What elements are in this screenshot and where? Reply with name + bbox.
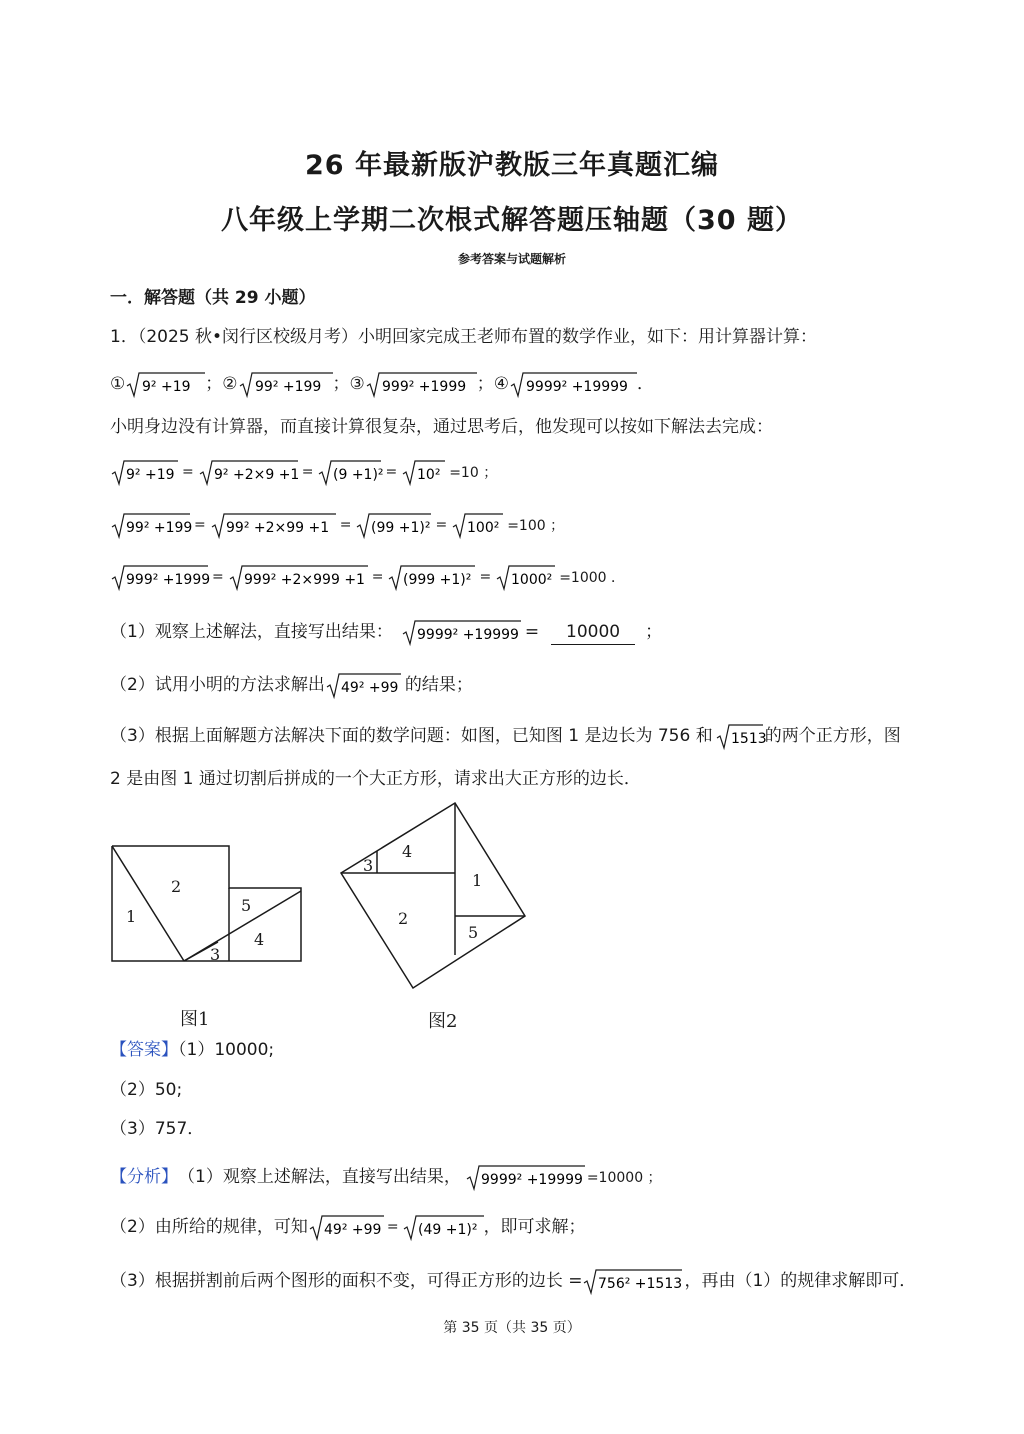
item-marker: ；③ [332, 374, 365, 394]
answer-3: （3）757． [110, 1119, 205, 1139]
equals: = [385, 464, 398, 480]
radicand: 1000² [511, 572, 553, 588]
item-marker: ① [110, 374, 126, 394]
radical [228, 563, 368, 591]
figure-2 [335, 800, 535, 995]
equals: = [194, 517, 206, 533]
radical-sign [465, 1163, 585, 1191]
radical-sign [110, 511, 193, 539]
equals: = [301, 464, 314, 480]
analysis-2-pre: （2）由所给的规律，可知 [110, 1217, 308, 1237]
radicand: 100² [467, 520, 500, 536]
q1-text: （1）观察上述解法，直接写出结果： [110, 622, 393, 642]
radicand: 49² +99 [340, 680, 399, 696]
figure-2-caption: 图2 [428, 1011, 458, 1032]
analysis-3-post: ，再由（1）的规律求解即可． [684, 1271, 917, 1291]
item-marker: ；② [205, 374, 238, 394]
radical-sign [401, 618, 521, 646]
figure-1 [108, 840, 308, 970]
radical [365, 370, 477, 398]
radicand: 756² +1513 [598, 1276, 683, 1292]
radical-sign [125, 370, 205, 398]
radicand: 99² +199 [126, 520, 193, 536]
radicand: 1513 [730, 731, 767, 747]
radical [451, 511, 503, 539]
radical [317, 458, 384, 486]
radicand: 9999² +19999 [416, 627, 519, 643]
equals: = [386, 1219, 399, 1235]
fig1-label: 4 [254, 930, 265, 949]
answer-2: （2）50; [110, 1080, 183, 1100]
solution-intro: 小明身边没有计算器，而直接计算很复杂，通过思考后，他发现可以按如下解法去完成： [110, 417, 773, 437]
radicand: 99² +2×99 +1 [225, 520, 329, 536]
radical [387, 563, 475, 591]
analysis-3-pre: （3）根据拼割前后两个图形的面积不变，可得正方形的边长 = [110, 1271, 583, 1291]
fig1-label: 2 [171, 877, 182, 896]
radicand: 999² +2×999 +1 [243, 572, 365, 588]
radical-sign [451, 511, 503, 539]
radicand: 999² +1999 [381, 379, 466, 395]
radical [198, 458, 298, 486]
doc-title-line2: 八年级上学期二次根式解答题压轴题（30 题） [221, 205, 803, 236]
item-marker: ；④ [476, 374, 509, 394]
question-1 [110, 617, 662, 647]
q3-text-post: 的两个正方形，图 [764, 726, 901, 746]
answer-tag: 【答案】 [110, 1040, 178, 1060]
result: =10 ； [449, 465, 498, 481]
radical-sign [210, 511, 336, 539]
radical [509, 370, 637, 398]
q3-line2: 2 是由图 1 通过切割后拼成的一个大正方形，请求出大正方形的边长． [110, 769, 641, 789]
analysis-line-3 [110, 1266, 916, 1296]
analysis-1-pre: （1）观察上述解法，直接写出结果， [178, 1167, 461, 1187]
equals: = [182, 464, 194, 480]
doc-title-line1: 26 年最新版沪教版三年真题汇编 [305, 150, 719, 181]
result: =1000 ． [559, 570, 626, 586]
fig2-label: 4 [402, 842, 413, 861]
equals: = [339, 517, 352, 533]
radical [308, 1213, 384, 1241]
question-3 [110, 721, 901, 751]
fig2-label: 5 [468, 923, 479, 942]
radical-sign [509, 370, 637, 398]
radicand: 9999² +19999 [526, 379, 628, 395]
radical-sign [198, 458, 298, 486]
radical [238, 370, 333, 398]
problem-intro: 1．（2025 秋•闵行区校级月考）小明回家完成王老师布置的数学作业，如下：用计算器计算： [110, 327, 818, 347]
radical [325, 671, 401, 699]
q1-equals: = [524, 622, 540, 642]
radical-sign [110, 563, 211, 591]
radical-sign [495, 563, 555, 591]
item-end: ． [637, 374, 654, 394]
radicand: 9² +19 [126, 467, 175, 483]
radical [355, 511, 431, 539]
radical [582, 1267, 682, 1295]
equation-3 [110, 562, 625, 592]
radical [401, 618, 521, 646]
radical-sign [228, 563, 368, 591]
radical [110, 511, 193, 539]
radicand: 9² +19 [142, 379, 191, 395]
radical-sign [715, 722, 767, 750]
equation-2 [110, 510, 564, 540]
radical [402, 1213, 484, 1241]
equation-1 [110, 457, 497, 487]
page-footer: 第 35 页（共 35 页） [443, 1320, 581, 1336]
radical-sign [317, 458, 384, 486]
answer-1: （1）10000; [178, 1040, 275, 1060]
equals: = [371, 569, 384, 585]
result: =100 ； [507, 518, 565, 534]
equals: = [479, 569, 492, 585]
fig1-label: 1 [126, 907, 137, 926]
radical-sign [365, 370, 477, 398]
fig2-label: 3 [363, 856, 374, 875]
fig2-label: 2 [398, 909, 409, 928]
radical-sign [325, 671, 401, 699]
radicand: 9² +2×9 +1 [213, 467, 300, 483]
section-heading: 一．解答题（共 29 小题） [110, 288, 316, 308]
analysis-tag: 【分析】 [110, 1167, 178, 1187]
fig2-label: 1 [472, 871, 483, 890]
radicand: (999 +1)² [403, 572, 472, 588]
fig1-label: 3 [210, 945, 221, 964]
radicand: (9 +1)² [333, 467, 384, 483]
radicand: (99 +1)² [371, 520, 431, 536]
radicand: 9999² +19999 [480, 1172, 583, 1188]
analysis-line-2 [110, 1212, 586, 1242]
radicand: 999² +1999 [126, 572, 211, 588]
radical-sign [387, 563, 475, 591]
radical-sign [238, 370, 333, 398]
radicand: (49 +1)² [417, 1222, 478, 1238]
answer-blank: 10000 [551, 620, 635, 645]
q3-text-pre: （3）根据上面解题方法解决下面的数学问题：如图，已知图 1 是边长为 756 和 [110, 726, 713, 746]
question-2 [110, 670, 473, 700]
radical-sign [110, 458, 178, 486]
radicand: 10² [417, 467, 441, 483]
radical [715, 722, 767, 750]
radical [495, 563, 555, 591]
radical-sign [401, 458, 445, 486]
fig1-label: 5 [241, 896, 252, 915]
radical-sign [402, 1213, 484, 1241]
doc-subtitle: 参考答案与试题解析 [457, 252, 566, 266]
radical-sign [308, 1213, 384, 1241]
q1-end: ； [645, 622, 663, 642]
analysis-1-post: =10000 ； [586, 1170, 662, 1186]
radical [210, 511, 336, 539]
analysis-line-1 [110, 1162, 662, 1192]
analysis-2-post: ，即可求解； [483, 1217, 586, 1237]
calc-items-row [110, 369, 654, 399]
radical-sign [355, 511, 431, 539]
q2-text-pre: （2）试用小明的方法求解出 [110, 675, 325, 695]
radicand: 49² +99 [323, 1222, 382, 1238]
answer-line-1 [110, 1038, 274, 1062]
figure-1-caption: 图1 [180, 1009, 210, 1030]
q2-text-post: 的结果； [404, 675, 473, 695]
radical [110, 458, 178, 486]
radical-sign [582, 1267, 682, 1295]
equals: = [435, 517, 448, 533]
radical [125, 370, 205, 398]
radical [401, 458, 445, 486]
radicand: 99² +199 [254, 379, 321, 395]
equals: = [212, 569, 224, 585]
radical [465, 1163, 585, 1191]
radical [110, 563, 211, 591]
